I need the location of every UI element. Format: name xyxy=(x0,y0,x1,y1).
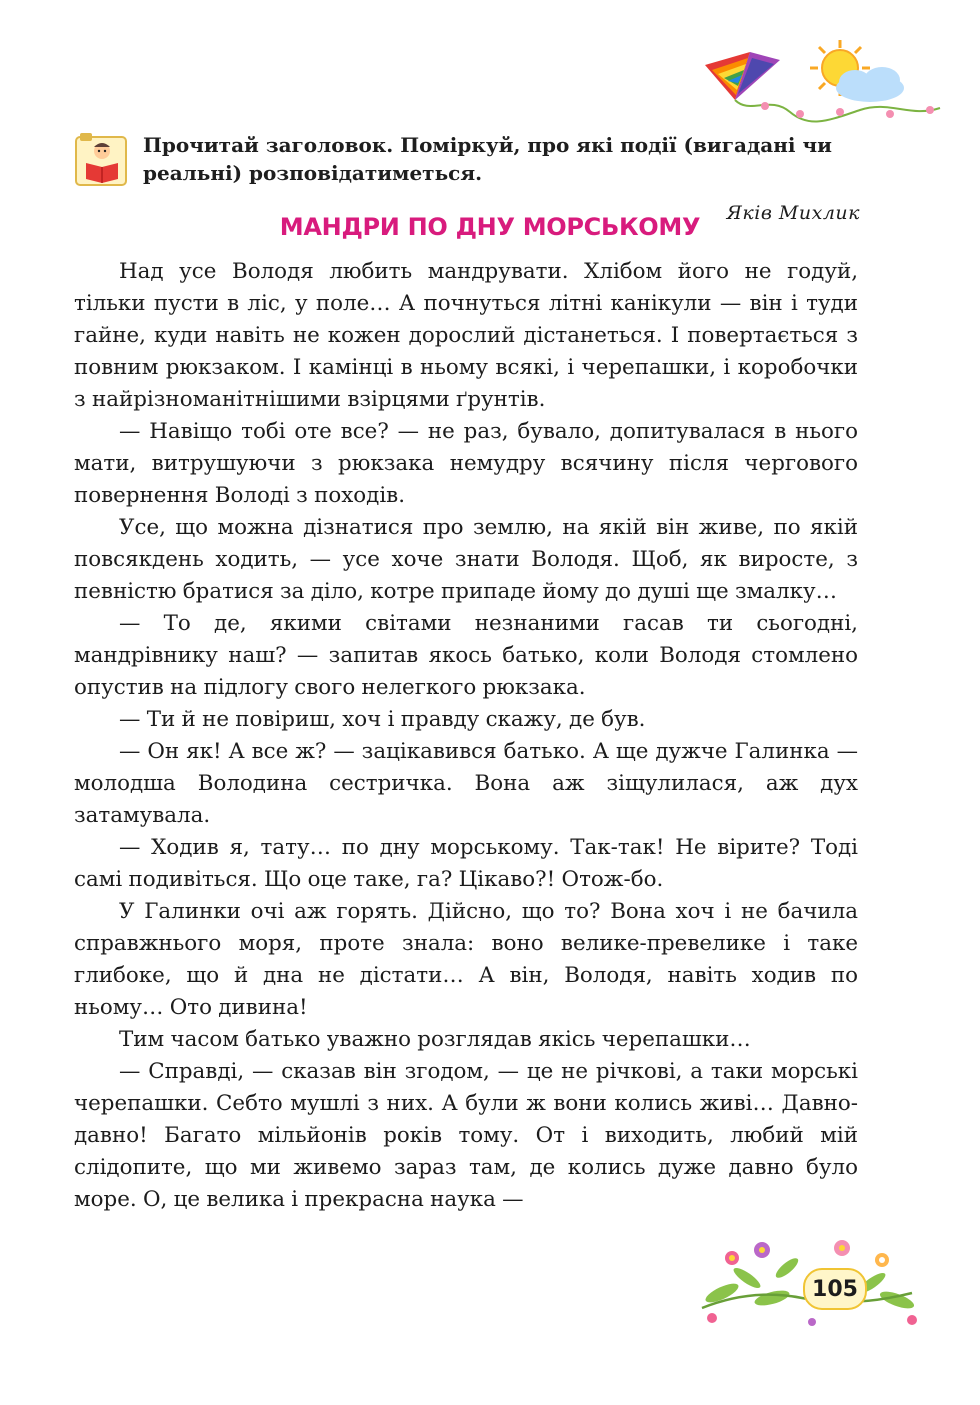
kite-sun-decoration xyxy=(690,40,950,140)
paragraph: Усе, що можна дізнатися про землю, на якій він живе, по якій повсякдень ходить, — усе хоче знати Володя. Щоб, як виросте, з певністю братися за діло, котре припаде йому до душі ще змалку… xyxy=(74,515,858,604)
page-number-badge xyxy=(803,1268,867,1310)
task-instruction: Прочитай заголовок. Поміркуй, про які події (вигадані чи реальні) розповідатиметься. xyxy=(143,133,832,185)
paragraph: — Ходив я, тату… по дну морському. Так-так! Не вірите? Тоді самі подивіться. Що оце таке, га? Цікаво?! Отож-бо. xyxy=(74,835,858,892)
reading-child-icon xyxy=(74,133,130,187)
paragraph: У Галинки очі аж горять. Дійсно, що то? Вона хоч і не бачила справжнього моря, проте знала: воно велике-превелике і таке глибоке, що й дна не дістати… А він, Володя, навіть ходив по ньому… Ото дивина! xyxy=(74,899,858,1020)
cloud-icon xyxy=(836,67,904,102)
paragraph: — Он як! А все ж? — зацікавився батько. А ще дужче Галинка — молодша Володина сестричка. Вона аж зіщулилася, аж дух затамувала. xyxy=(74,739,858,828)
paragraph: — Ти й не повіриш, хоч і правду скажу, де був. xyxy=(119,707,646,732)
paragraph: Тим часом батько уважно розглядав якісь черепашки… xyxy=(119,1027,751,1052)
paragraph: — Справді, — сказав він згодом, — це не річкові, а таки морські черепашки. Себто мушлі з них. А були ж вони колись живі… Давно-давно! Багато мільйонів років тому. От і виходить, любий мій слідопите, що ми живемо зараз там, де колись дуже давно було море. О, це велика і прекрасна наука — xyxy=(74,1059,858,1212)
author-name: Яків Михлик xyxy=(726,202,860,224)
paragraph: — Навіщо тобі оте все? — не раз, бувало, допитувалася в нього мати, витрушуючи з рюкзака немудру всячину після чергового повернення Володі з походів. xyxy=(74,419,858,508)
paragraph: — То де, якими світами незнаними гасав ти сьогодні, мандрівнику наш? — запитав якось батько, коли Володя стомлено опустив на підлогу свого нелегкого рюкзака. xyxy=(74,611,858,700)
story-title: МАНДРИ ПО ДНУ МОРСЬКОМУ xyxy=(279,213,701,241)
page-number: 105 xyxy=(812,1276,858,1302)
story-text xyxy=(74,256,858,1216)
paragraph: Над усе Володя любить мандрувати. Хлібом його не годуй, тільки пусти в ліс, у поле… А почнуться літні канікули — він і туди гайне, куди навіть не кожен дорослий дістанеться. І повертається з повним рюкзаком. І камінці в ньому всякі, і черепашки, і коробочки з найрізноманітнішими взірцями ґрунтів. xyxy=(74,259,858,412)
